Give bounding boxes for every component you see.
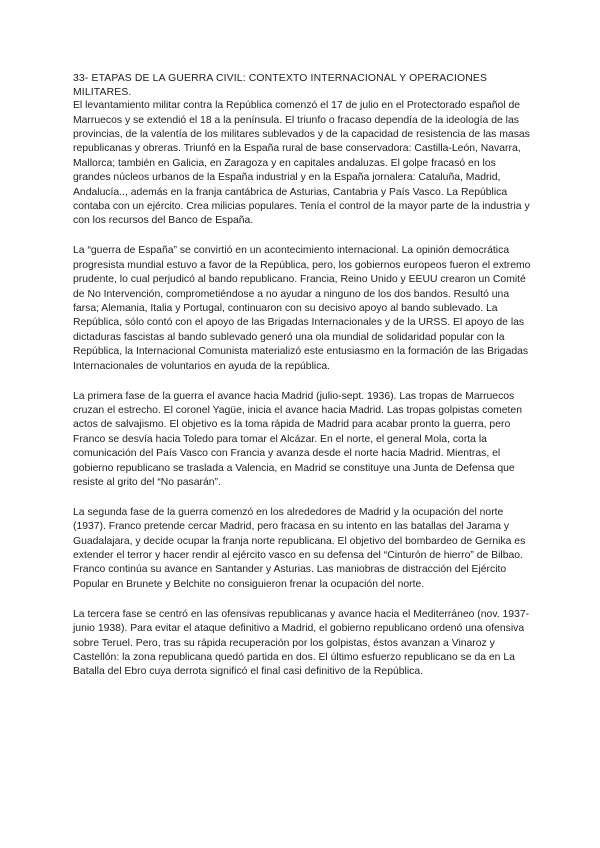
paragraph-tercera-fase: La tercera fase se centró en las ofensivas republicanas y avance hacia el Mediterráneo (nov. 1937-junio 1938). Para evitar el ataque definitivo a Madrid, el gobierno republicano ordenó una ofensiva sobre Teruel. Pero, tras su rápida recuperación por los golpistas, éstos avanzan a Vinaroz y Castellón: la zona republicana quedó partida en dos. El último esfuerzo republicano se da en La Batalla del Ebro cuya derrota significó el final casi definitivo de la República. [73, 608, 530, 678]
paragraph-contexto-internacional: La “guerra de España” se convirtió en un acontecimiento internacional. La opinión democrática progresista mundial estuvo a favor de la República, pero, los gobiernos europeos fueron el extremo prudente, lo cual perjudicó al bando republicano. Francia, Reino Unido y EEUU crearon un Comité de No Intervención, comprometiéndose a no ayudar a ninguno de los dos bandos. Resultó una farsa; Alemania, Italia y Portugal, continuaron con su decisivo apoyo al bando sublevado. La República, sólo contó con el apoyo de las Brigadas Internacionales y de la URSS. El apoyo de las dictaduras fascistas al bando sublevado generó una ola mundial de solidaridad popular con la República, la Internacional Comunista materializó este entusiasmo en la formación de las Brigadas Internacionales de voluntarios en ayuda de la república. [73, 245, 531, 372]
document-page [73, 72, 531, 695]
paragraph-levantamiento: El levantamiento militar contra la República comenzó el 17 de julio en el Protectorado español de Marruecos y se extendió el 18 a la península. El triunfo o fracaso dependía de la ideología de las provincias, de la valentía de los militares sublevados y de la capacidad de resistencia de las masas republicanas y obreras. Triunfó en la España rural de base conservadora: Castilla-León, Navarra, Mallorca; también en Galicia, en Zaragoza y en capitales andaluzas. El golpe fracasó en los grandes núcleos urbanos de la España industrial y en la España jornalera: Cataluña, Madrid, Andalucía.., además en la franja cantábrica de Asturias, Cantabria y País Vasco. La República contaba con un ejército. Crea milicias populares. Tenía el control de la mayor parte de la industria y con los recursos del Banco de España. [73, 100, 530, 227]
paragraph-primera-fase: La primera fase de la guerra el avance hacia Madrid (julio-sept. 1936). Las tropas de Marruecos cruzan el estrecho. El coronel Yagüe, inicia el avance hacia Madrid. Las tropas golpistas cometen actos de salvajismo. El objetivo es la toma rápida de Madrid para acabar pronto la guerra, pero Franco se desvía hacia Toledo para tomar el Alcázar. En el norte, el general Mola, corta la comunicación del País Vasco con Francia y avanza desde el norte hacia Madrid. Mientras, el gobierno republicano se traslada a Valencia, en Madrid se constituye una Junta de Defensa que resiste al grito del “No pasarán”. [73, 390, 522, 488]
document-title: 33- ETAPAS DE LA GUERRA CIVIL: CONTEXTO INTERNACIONAL Y OPERACIONES MILITARES. [73, 73, 488, 98]
paragraph-segunda-fase: La segunda fase de la guerra comenzó en los alrededores de Madrid y la ocupación del norte (1937). Franco pretende cercar Madrid, pero fracasa en su intento en las batallas del Jarama y Guadalajara, y decide ocupar la franja norte republicana. El objetivo del bombardeo de Gernika es extender el terror y hacer rendir al ejército vasco en su defensa del “Cinturón de hierro” de Bilbao. Franco continúa su avance en Santander y Asturias. Las maniobras de distracción del Ejército Popular en Brunete y Belchite no consiguieron frenar la ocupación del norte. [73, 506, 526, 590]
